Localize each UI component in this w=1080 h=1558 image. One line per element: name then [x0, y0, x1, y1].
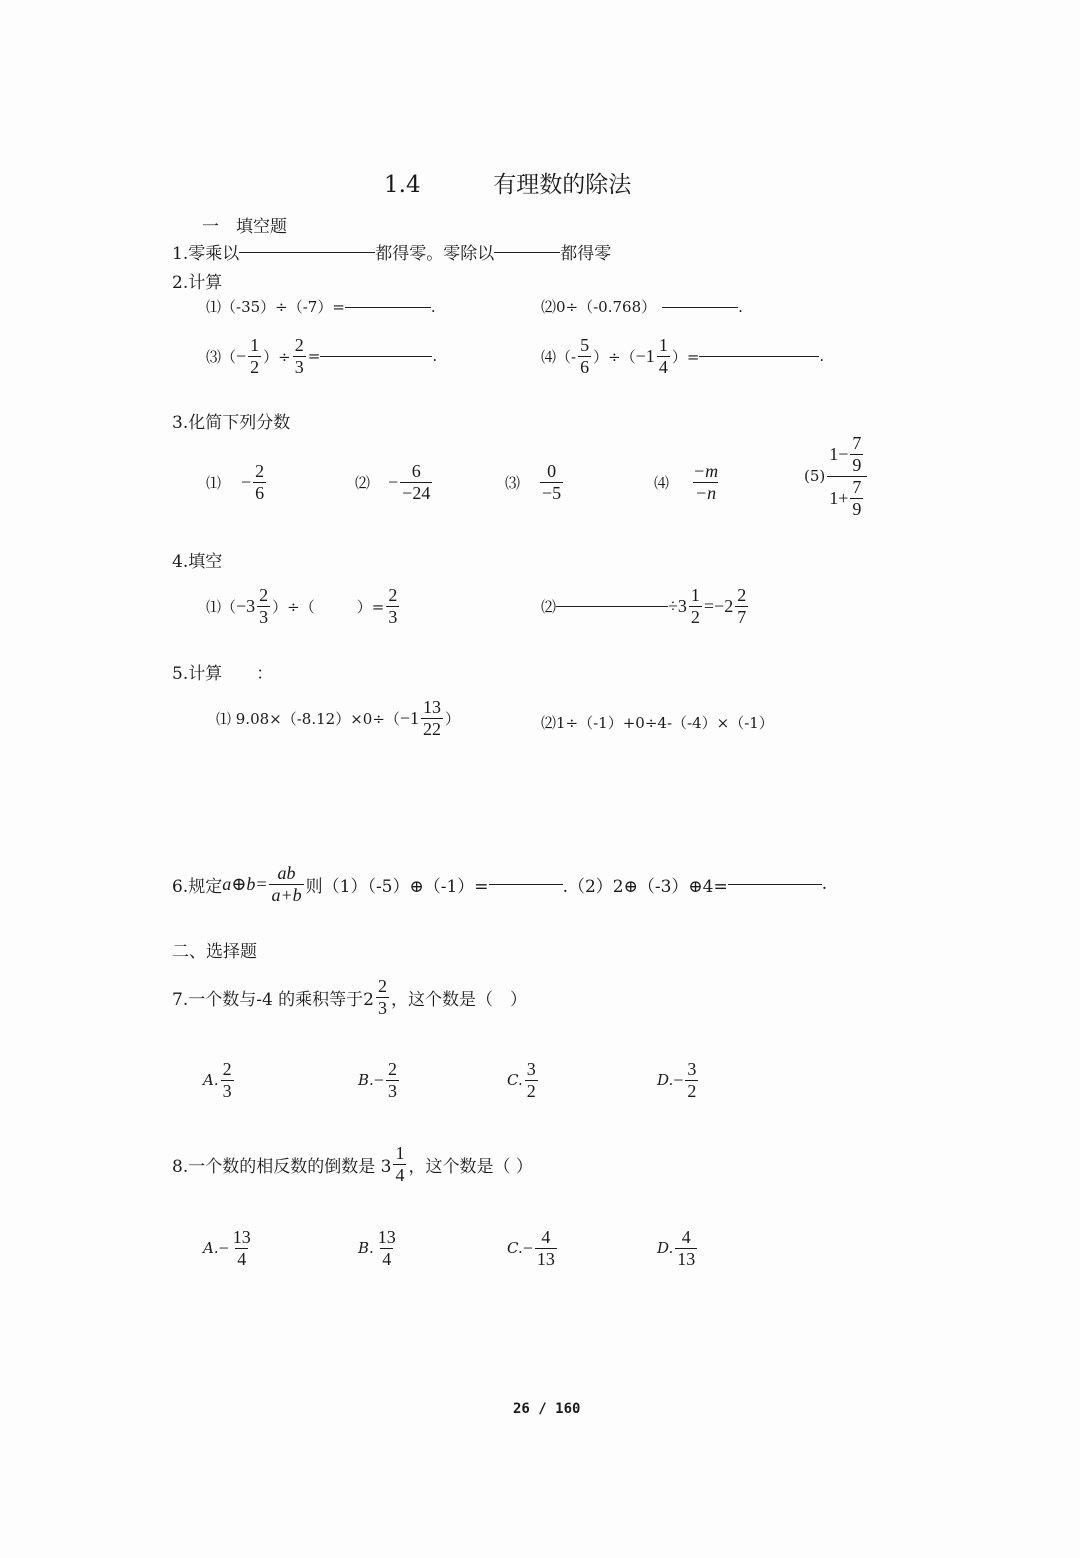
denominator: 3 [388, 606, 398, 627]
q4-p1-label: ⑴（ [206, 597, 237, 616]
denominator: 3 [378, 997, 387, 1018]
numerator: 7 [852, 433, 862, 453]
q2-p1-expr: ⑴（-35）÷（-7）= [206, 298, 345, 316]
question-2-label: 2.计算 [172, 273, 223, 293]
option-letter: A. [203, 1071, 219, 1090]
minus-sign: − [241, 471, 252, 492]
fraction [248, 336, 261, 377]
denominator: −n [695, 482, 717, 503]
numerator: 2 [222, 1059, 232, 1079]
fraction [735, 586, 748, 627]
numerator: 1 [658, 335, 668, 355]
q2-p3-mid: ）÷ [263, 347, 291, 366]
numerator: 1 [250, 335, 260, 355]
numerator: 2 [259, 585, 269, 605]
numerator: 2 [294, 335, 304, 355]
fraction [231, 1228, 253, 1269]
q2-part-3 [206, 336, 437, 377]
question-6 [172, 864, 827, 905]
q6-end: . [821, 874, 828, 895]
minus-sign: − [388, 471, 399, 492]
q4-part-1 [206, 586, 401, 627]
fraction [525, 1060, 538, 1101]
fraction [850, 478, 863, 519]
q3-item-2 [355, 462, 434, 503]
q5-part-1 [216, 698, 460, 739]
page-title [384, 166, 631, 199]
fraction [257, 586, 270, 627]
denominator: 4 [382, 1248, 392, 1269]
option-letter: D. [657, 1239, 674, 1258]
option-letter: A. [203, 1239, 219, 1258]
fraction [685, 1060, 698, 1101]
q2-p4-end: . [819, 347, 825, 366]
q6-part-2: .（2）2⊕（-3）⊕4= [562, 876, 728, 897]
q1-prefix: 1.零乘以 [172, 244, 240, 264]
denominator: 6 [255, 482, 265, 503]
numerator: ab [277, 863, 296, 883]
q4-p1-mid: ）÷（ [272, 597, 315, 616]
numerator: 0 [547, 461, 557, 481]
numerator: 3 [687, 1059, 697, 1079]
fraction [675, 1228, 697, 1269]
question-1 [172, 239, 611, 264]
fraction [850, 434, 863, 475]
fraction [535, 1228, 557, 1269]
answer-blank[interactable] [494, 251, 560, 253]
numerator: 4 [541, 1227, 551, 1247]
q5-part-2: ⑵1÷（-1）+0÷4-（-4）×（-1） [541, 714, 774, 732]
q7-option-c[interactable] [507, 1060, 540, 1101]
fraction [386, 1060, 399, 1101]
fraction [578, 336, 591, 377]
numerator: 2 [388, 585, 398, 605]
answer-blank[interactable] [556, 605, 668, 607]
denominator: 3 [222, 1080, 232, 1101]
q6-definition: a⊕b= [222, 873, 268, 894]
q3-i2-label: ⑵ [355, 473, 371, 492]
fraction [386, 586, 399, 627]
denominator: 22 [423, 718, 442, 739]
fraction [691, 462, 720, 503]
q8-option-d[interactable] [657, 1228, 699, 1269]
denominator: −24 [402, 482, 431, 503]
mixed-whole: −1 [399, 707, 420, 728]
q8-stem: 8.一个数的相反数的倒数是 3 [172, 1156, 392, 1177]
answer-blank[interactable] [345, 306, 431, 308]
denominator: 4 [658, 356, 668, 377]
denominator: −5 [542, 482, 562, 503]
minus-sign: − [236, 345, 247, 366]
denominator: 3 [387, 1080, 397, 1101]
answer-blank[interactable] [699, 355, 819, 357]
question-8 [172, 1144, 533, 1185]
fraction [376, 977, 389, 1018]
numerator: 13 [423, 697, 442, 717]
denominator: 4 [237, 1248, 247, 1269]
q1-end: 都得零 [560, 244, 612, 264]
denominator: 9 [852, 454, 862, 475]
q4-p2-label: ⑵ [541, 597, 557, 616]
answer-blank[interactable] [728, 883, 822, 885]
numerator: 2 [255, 461, 265, 481]
mixed-whole: −1 [635, 345, 655, 366]
denominator: 4 [395, 1164, 405, 1185]
fraction [269, 864, 303, 905]
question-4-label: 4.填空 [172, 552, 223, 572]
denominator: a+b [271, 884, 302, 905]
option-letter: B. [358, 1071, 374, 1090]
option-sign: − [218, 1237, 229, 1258]
question-7 [172, 977, 527, 1018]
denominator: 2 [526, 1080, 536, 1101]
denominator: 2 [250, 356, 260, 377]
numerator: 2 [737, 585, 747, 605]
q4-part-2 [541, 586, 750, 627]
section-number: 1.4 [384, 172, 421, 198]
option-sign: − [522, 1237, 533, 1258]
q3-item-5 [804, 434, 869, 519]
expr-part: 1− [829, 443, 849, 464]
numerator: 4 [681, 1227, 691, 1247]
q2-p4-label: ⑷（- [541, 347, 577, 366]
mixed-whole: −3 [236, 595, 256, 616]
q5-p1-close: ） [445, 709, 461, 728]
fraction [376, 1228, 398, 1269]
q2-p4-mid: ）÷（ [593, 347, 636, 366]
q2-p2-expr: ⑵0÷（-0.768） [541, 298, 657, 316]
fraction [293, 336, 306, 377]
fraction [689, 586, 702, 627]
q7-option-a[interactable] [203, 1060, 236, 1101]
fraction [421, 698, 443, 739]
denominator: 2 [687, 1080, 697, 1101]
q1-mid: 都得零。零除以 [375, 244, 495, 264]
q3-item-4 [654, 462, 722, 503]
section-heading-multiple-choice: 二、选择题 [172, 942, 257, 962]
q6-part-1: 则（1）（-5）⊕（-1）= [305, 876, 489, 897]
q2-p3-end: . [432, 347, 438, 366]
q3-i5-label: (5) [804, 467, 826, 486]
denominator: 13 [536, 1248, 555, 1269]
q7-stem: 7.一个数与-4 的乘积等于2 [172, 989, 374, 1010]
q2-part-1 [206, 296, 436, 317]
q2-part-4 [541, 336, 824, 377]
complex-fraction [827, 434, 867, 519]
q8-option-a[interactable] [203, 1228, 255, 1269]
option-letter: C. [507, 1239, 523, 1258]
q3-i3-label: ⑶ [505, 473, 521, 492]
numerator: 2 [387, 1059, 397, 1079]
numerator: 6 [411, 461, 421, 481]
q2-p1-end: . [430, 297, 436, 316]
q8-option-c[interactable] [507, 1228, 559, 1269]
q3-item-1 [206, 462, 268, 503]
numerator: 7 [852, 476, 862, 497]
fraction [221, 1060, 234, 1101]
numerator: 13 [377, 1227, 396, 1247]
q7-option-b[interactable] [358, 1060, 401, 1101]
answer-blank[interactable] [662, 306, 738, 308]
q2-part-2 [541, 296, 743, 317]
answer-blank[interactable] [489, 883, 563, 885]
q8-stem-end: ，这个数是（ ） [408, 1156, 533, 1177]
question-3-label: 3.化简下列分数 [172, 413, 291, 433]
numerator: −m [693, 461, 719, 481]
q7-stem-end: ，这个数是（ ） [391, 989, 527, 1010]
q5-p1-expr: ⑴ 9.08×（-8.12）×0÷（ [216, 709, 400, 728]
denominator: 2 [690, 606, 700, 627]
answer-blank[interactable] [239, 251, 375, 253]
option-letter: C. [507, 1071, 523, 1090]
numerator: 3 [526, 1059, 536, 1079]
option-sign: − [373, 1069, 384, 1090]
fraction [657, 336, 670, 377]
page-number: 26 / 160 [513, 1401, 581, 1417]
fraction [393, 1144, 406, 1185]
denominator: 6 [580, 356, 590, 377]
q3-i1-label: ⑴ [206, 473, 222, 492]
numerator: 13 [232, 1227, 251, 1247]
section-heading-fill-blank: 一 填空题 [202, 217, 287, 237]
denominator: 13 [677, 1248, 696, 1269]
fraction [400, 462, 432, 503]
option-letter: B. [358, 1239, 374, 1258]
option-letter: D. [657, 1071, 674, 1090]
q4-p2-eq: =−2 [703, 595, 734, 616]
expr-part: 1+ [829, 487, 849, 508]
answer-blank[interactable] [320, 355, 432, 357]
denominator: 3 [259, 606, 269, 627]
option-sign: − [673, 1069, 684, 1090]
q3-i4-label: ⑷ [654, 473, 670, 492]
numerator: 1 [690, 585, 700, 605]
q2-p2-end: . [738, 297, 743, 316]
numerator: 5 [580, 335, 590, 355]
numerator: 1 [395, 1143, 405, 1163]
q2-p3-label: ⑶（ [206, 347, 237, 366]
section-title: 有理数的除法 [493, 172, 632, 198]
numerator: 2 [378, 976, 387, 996]
q3-item-3 [505, 462, 565, 503]
denominator: 3 [294, 356, 304, 377]
denominator: 9 [852, 498, 862, 519]
q4-p2-div: ÷3 [668, 595, 687, 616]
q4-p1-close: ）= [356, 597, 385, 616]
complex-numerator [827, 434, 867, 476]
q2-p4-close: ）= [671, 347, 700, 366]
complex-denominator [827, 476, 867, 519]
equals-sign: = [307, 347, 321, 366]
fraction [540, 462, 563, 503]
q7-option-d[interactable] [657, 1060, 700, 1101]
question-5-label: 5.计算 ： [172, 664, 274, 684]
q6-prefix: 6.规定 [172, 876, 223, 897]
q8-option-b[interactable] [358, 1228, 400, 1269]
denominator: 7 [737, 606, 747, 627]
fraction [253, 462, 266, 503]
